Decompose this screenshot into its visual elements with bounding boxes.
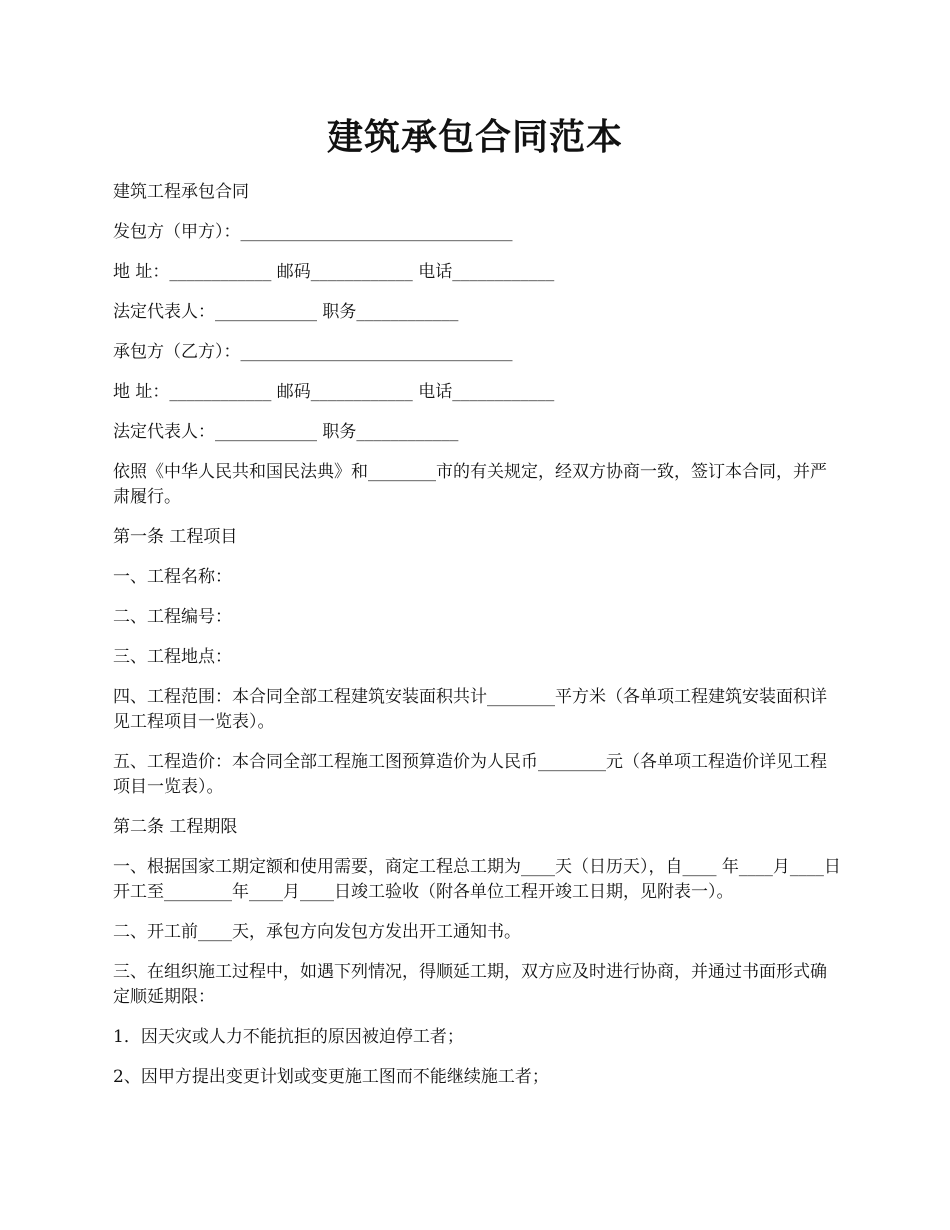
paragraph-party-a-address: 地 址：____________ 邮码____________ 电话____________ <box>113 262 555 282</box>
paragraph-party-b-address: 地 址：____________ 邮码____________ 电话____________ <box>113 382 555 402</box>
paragraph-preamble: 依照《中华人民共和国民法典》和________市的有关规定，经双方协商一致，签订本合同，并严肃履行。 <box>113 462 827 507</box>
article-2-item-3: 三、在组织施工过程中，如遇下列情况，得顺延工期，双方应及时进行协商，并通过书面形式确定顺延期限： <box>113 962 827 1007</box>
article-1-item-2: 二、工程编号： <box>113 607 232 627</box>
paragraph-party-b-representative: 法定代表人：____________ 职务____________ <box>113 422 459 442</box>
paragraph-party-a: 发包方（甲方）：________________________________ <box>113 222 513 242</box>
article-1-item-1: 一、工程名称： <box>113 567 232 587</box>
article-1-item-3: 三、工程地点： <box>113 647 232 667</box>
paragraph-subtitle: 建筑工程承包合同 <box>113 182 249 202</box>
article-1-item-4: 四、工程范围：本合同全部工程建筑安装面积共计________平方米（各单项工程建筑安装面积详见工程项目一览表）。 <box>113 687 827 732</box>
article-2-subitem-1: 1．因天灾或人力不能抗拒的原因被迫停工者； <box>113 1027 464 1047</box>
article-2-item-1: 一、根据国家工期定额和使用需要，商定工程总工期为____天（日历天），自____ 年____月____日开工至________年____月____日竣工验收（附各单位工程开竣工日期，见附表一）。 <box>113 857 841 902</box>
article-2-subitem-2: 2、因甲方提出变更计划或变更施工图而不能继续施工者； <box>113 1067 549 1087</box>
page-title: 建筑承包合同范本 <box>326 116 623 158</box>
paragraph-party-a-representative: 法定代表人：____________ 职务____________ <box>113 302 459 322</box>
contract-body <box>113 180 843 1105</box>
article-2-heading: 第二条 工程期限 <box>113 817 238 837</box>
article-1-heading: 第一条 工程项目 <box>113 527 238 547</box>
paragraph-party-b: 承包方（乙方）：________________________________ <box>113 342 513 362</box>
article-2-item-2: 二、开工前____天，承包方向发包方发出开工通知书。 <box>113 922 521 942</box>
article-1-item-5: 五、工程造价：本合同全部工程施工图预算造价为人民币________元（各单项工程造价详见工程项目一览表）。 <box>113 752 827 797</box>
